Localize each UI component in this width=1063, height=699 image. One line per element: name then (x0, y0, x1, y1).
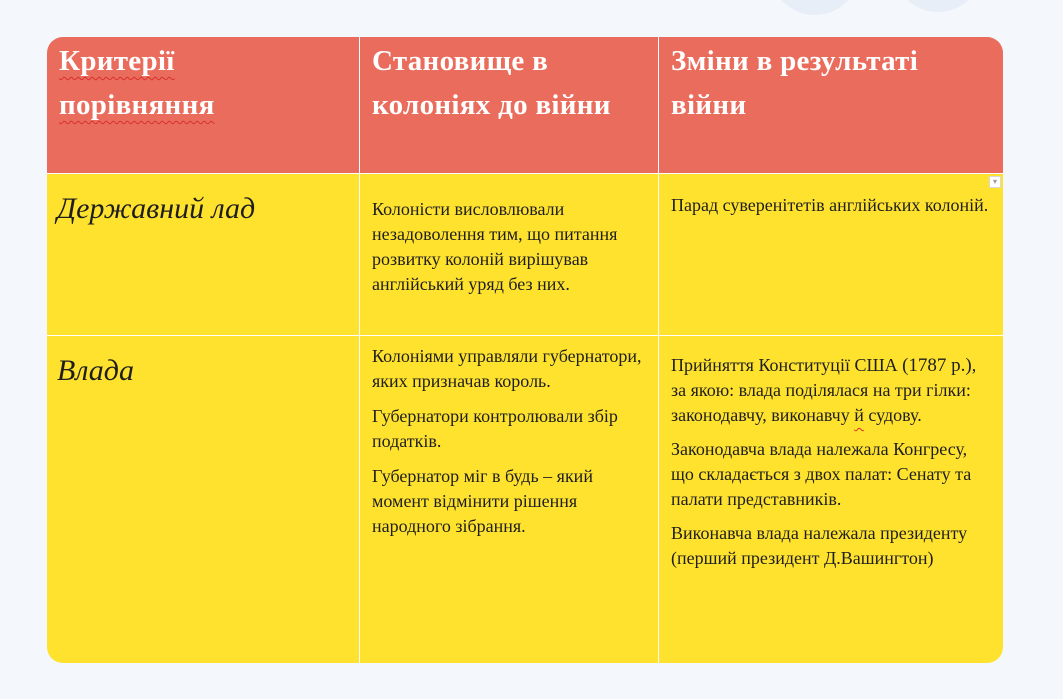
row-power-before (359, 335, 658, 663)
cell-paragraph: Законодавча влада належала Конгресу, що складається з двох палат: Сенату та палати представників. (671, 439, 972, 509)
header-criteria (47, 37, 359, 173)
text-run: судову. (863, 405, 922, 425)
row-state-system-criterion: Державний лад (47, 173, 359, 335)
background-circle (893, 0, 983, 12)
background-circle (770, 0, 860, 15)
row-state-system-before (359, 173, 658, 335)
cell-paragraph: Колоніями управляли губернатори, яких призначав король. (372, 346, 642, 391)
cell-paragraph: Виконавча влада належала президенту (перший президент Д.Вашингтон) (671, 523, 968, 568)
text-run: (1787 р.) (902, 355, 972, 376)
header-criteria-line2: порівняння (59, 89, 215, 121)
comparison-table (47, 37, 1003, 663)
header-criteria-line1: Критерії (59, 45, 175, 77)
cell-paragraph: Губернатори контролювали збір податків. (372, 406, 618, 451)
text-run: Прийняття Конституції США (671, 355, 903, 375)
header-before-war: Становище в колоніях до війни (359, 37, 658, 173)
row-power-criterion: Влада (47, 335, 359, 663)
cell-paragraph: Колоністи висловлювали незадоволення тим, що питання розвитку колоній вирішував англійський уряд без них. (372, 199, 618, 294)
text-run: , за якою: влада поділялася на три гілки: законодавчу, виконавчу (671, 355, 977, 425)
cell-paragraph: Губернатор міг в будь – який момент відмінити рішення народного зібрання. (372, 466, 593, 536)
dropdown-marker-icon[interactable]: ▾ (989, 176, 1001, 188)
text-run-misspelled: й (854, 405, 864, 425)
row-state-system-after (658, 173, 1003, 335)
cell-paragraph: Парад суверенітетів англійських колоній. (671, 195, 989, 215)
header-after-war: Зміни в результаті війни (658, 37, 1003, 173)
cell-paragraph (671, 353, 993, 428)
row-power-after (658, 335, 1003, 663)
